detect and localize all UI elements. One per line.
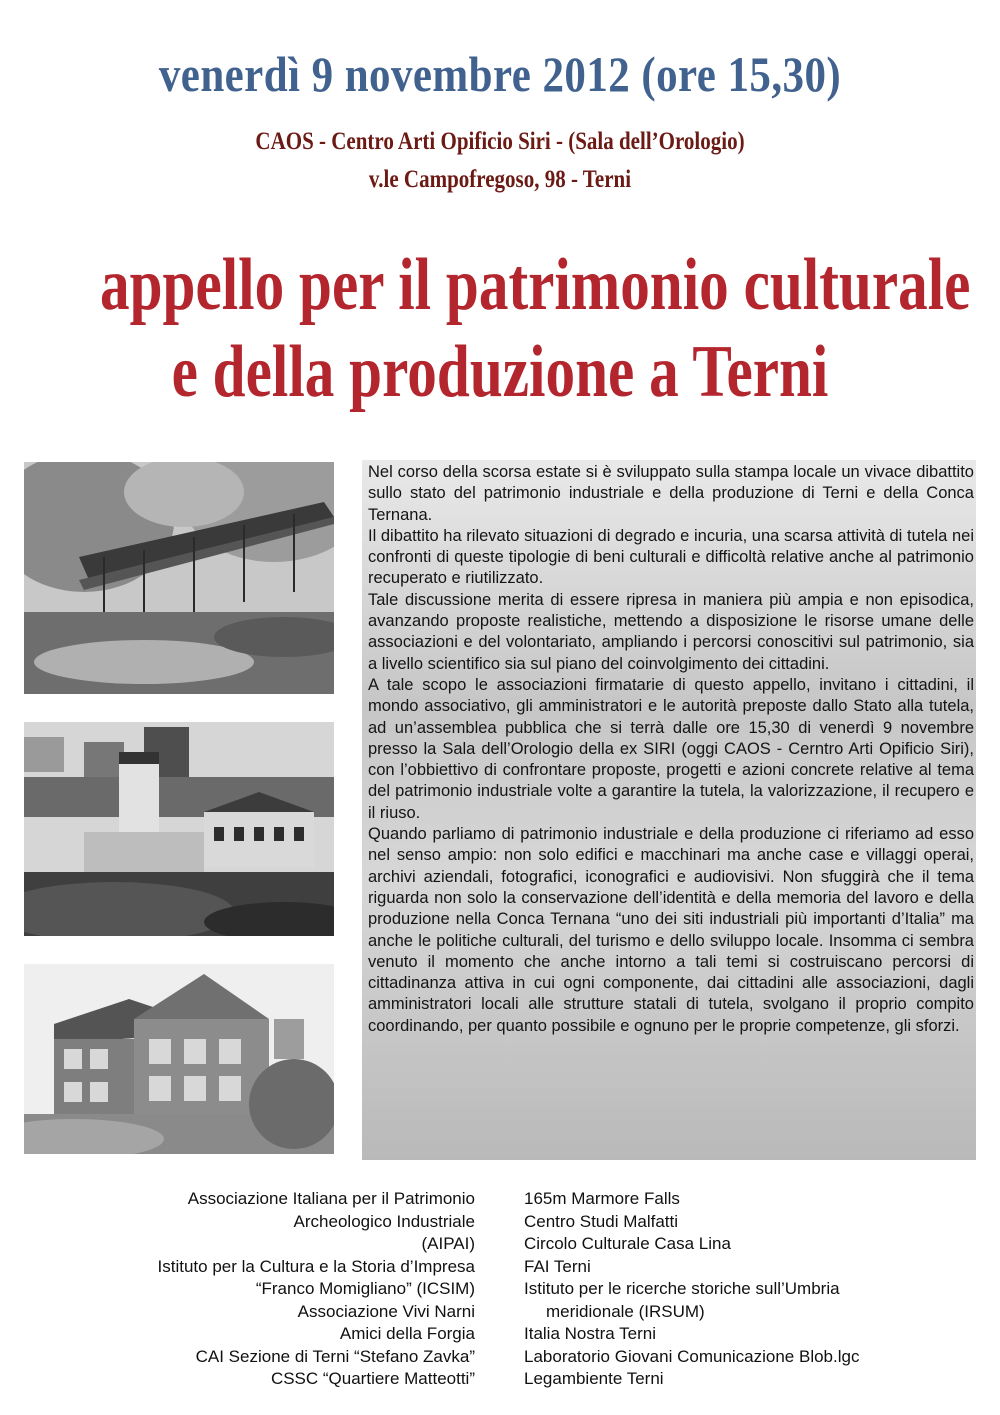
poster-title-line2: e della produzione a Terni <box>171 331 829 413</box>
signatory: CAI Sezione di Terni “Stefano Zavka” <box>195 1346 475 1366</box>
signatory: (AIPAI) <box>421 1234 475 1253</box>
signatories-left <box>158 1188 475 1391</box>
signatory: Amici della Forgia <box>339 1324 475 1343</box>
signatory: Associazione Italiana per il Patrimonio <box>187 1189 475 1208</box>
signatory: Istituto per le ricerche storiche sull’Umbria <box>524 1279 840 1298</box>
signatory: “Franco Momigliano” (ICSIM) <box>255 1279 475 1298</box>
signatory: meridionale (IRSUM) <box>546 1301 705 1321</box>
factory-building-photo <box>24 964 334 1154</box>
bridge-photo <box>24 462 334 694</box>
body-paragraph: A tale scopo le associazioni firmatarie di questo appello, invitano i cittadini, il mondo associativo, gli amministratori e le autorità preposte dallo Stato alla tutela, ad un’assemblea pubblica che si terrà dalle ore 15,30 di venerdì 9 novembre presso la Sala dell’Orologio della ex SIRI (oggi CAOS - Cerntro Arti Opificio Siri), con l’obbiettivo di confrontare proposte, progetti e azioni concrete relative al tema del patrimonio industriale volte a garantire la tutela, la valorizzazione, il recupero e il riuso. <box>368 675 974 822</box>
body-paragraph: Quando parliamo di patrimonio industriale e della produzione ci riferiamo ad esso nel senso ampio: non solo edifici e macchinari ma anche case e villaggi operai, archivi aziendali, fotografici, iconografici e audiovisivi. Non sfuggirà che il tema riguarda non solo la conservazione dell’identità e della memoria del lavoro e della produzione nella Conca Ternana “uno dei siti industriali più importanti d’Italia” ma anche le politiche culturali, del turismo e dello sviluppo locale. Insomma ci sembra venuto il momento che anche intorno a tali temi si costruiscano percorsi di cittadinanza attiva in cui ogni componente, dai cittadini alle associazioni, dagli amministratori locali alle strutture statali di tutela, svolgano il proprio compito coordinando, per quanto possibile e ognuno per le proprie competenze, gli sforzi. <box>368 825 974 1035</box>
signatory: Istituto per la Cultura e la Storia d’Impresa <box>157 1256 475 1276</box>
signatory: Associazione Vivi Narni <box>297 1301 475 1321</box>
signatory: FAI Terni <box>524 1256 591 1276</box>
signatory: Italia Nostra Terni <box>524 1324 656 1343</box>
industrial-ruins-photo <box>24 722 334 936</box>
appeal-body-text <box>368 462 974 1037</box>
signatory: 165m Marmore Falls <box>524 1189 680 1208</box>
signatory: Archeologico Industriale <box>293 1211 475 1231</box>
body-paragraph: Tale discussione merita di essere ripresa in maniera più ampia e non episodica, avanzando proposte realistiche, mettendo a disposizione le risorse umane delle associazioni e del volontariato, ampliando i percorsi conoscitivi sul patrimonio, sia a livello scientifico sia sul piano del coinvolgimento dei cittadini. <box>368 590 974 673</box>
signatory: CSSC “Quartiere Matteotti” <box>270 1369 475 1388</box>
signatory: Legambiente Terni <box>524 1369 664 1388</box>
signatory: Laboratorio Giovani Comunicazione Blob.lgc <box>524 1346 860 1366</box>
body-paragraph: Il dibattito ha rilevato situazioni di degrado e incuria, una scarsa attività di tutela nei confronti di queste tipologie di beni culturali e difficoltà relative anche al patrimonio recuperato e riutilizzato. <box>368 526 974 588</box>
body-paragraph: Nel corso della scorsa estate si è sviluppato sulla stampa locale un vivace dibattito sullo stato del patrimonio industriale e della produzione di Terni e della Conca Ternana. <box>368 463 974 524</box>
event-venue: CAOS - Centro Arti Opificio Siri - (Sala dell’Orologio) <box>255 128 745 155</box>
signatory: Centro Studi Malfatti <box>524 1211 679 1231</box>
signatories-right <box>524 1188 859 1391</box>
signatory: Circolo Culturale Casa Lina <box>524 1234 731 1253</box>
event-date: venerdì 9 novembre 2012 (ore 15,30) <box>158 46 842 102</box>
event-address: v.le Campofregoso, 98 - Terni <box>368 166 632 193</box>
poster-title-line1: appello per il patrimonio culturale <box>100 244 971 326</box>
